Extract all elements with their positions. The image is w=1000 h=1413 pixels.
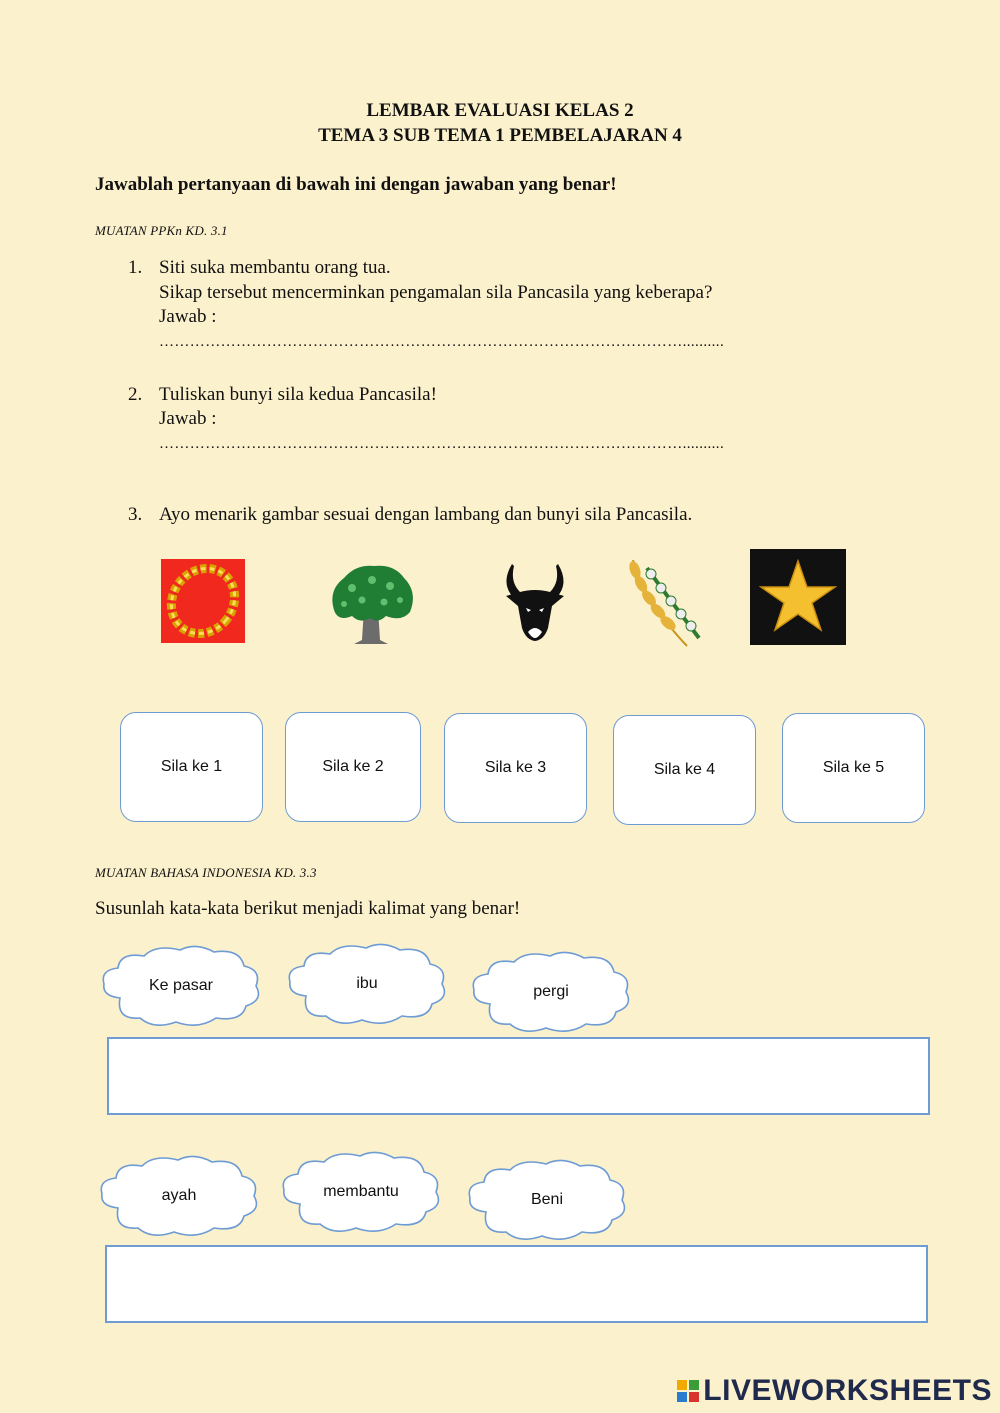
word-cloud-label: membantu — [323, 1183, 399, 1200]
question-1-number: 1. — [128, 257, 143, 278]
sila-box-1[interactable]: Sila ke 1 — [120, 712, 263, 822]
question-1-line-2: Sikap tersebut mencerminkan pengamalan sila Pancasila yang keberapa? — [159, 282, 713, 303]
main-instruction: Jawablah pertanyaan di bawah ini dengan jawaban yang benar! — [95, 174, 617, 195]
section-bahasa-label: MUATAN BAHASA INDONESIA KD. 3.3 — [95, 865, 317, 880]
liveworksheets-brand-text: LIVEWORKSHEETS — [703, 1374, 992, 1407]
sentence-answer-box-1[interactable] — [107, 1037, 930, 1115]
word-cloud-label: ayah — [161, 1187, 197, 1204]
liveworksheets-logo-icon — [677, 1380, 699, 1402]
sila-box-5[interactable]: Sila ke 5 — [782, 713, 925, 823]
sila-box-3[interactable]: Sila ke 3 — [444, 713, 587, 823]
chain-symbol-icon[interactable] — [160, 558, 246, 644]
sila-box-2[interactable]: Sila ke 2 — [285, 712, 421, 822]
rice-cotton-symbol-icon[interactable] — [625, 556, 705, 650]
word-cloud[interactable] — [96, 942, 266, 1030]
question-2-answer-label: Jawab : — [159, 408, 217, 429]
word-cloud[interactable] — [282, 940, 452, 1028]
bull-head-symbol-icon[interactable] — [498, 562, 572, 644]
question-3-number: 3. — [128, 504, 143, 525]
word-cloud-label: Ke pasar — [148, 977, 214, 994]
star-symbol-icon[interactable] — [750, 549, 846, 645]
word-cloud-label: pergi — [533, 983, 569, 1000]
word-cloud[interactable] — [276, 1148, 446, 1236]
word-cloud[interactable] — [462, 1156, 632, 1244]
section-ppkn-label: MUATAN PPKn KD. 3.1 — [95, 223, 228, 238]
section-bahasa-instruction: Susunlah kata-kata berikut menjadi kalimat yang benar! — [95, 898, 521, 919]
word-cloud-label: ibu — [356, 975, 378, 992]
question-1-answer-line[interactable]: ………………………………………………………………………………………….......... — [159, 334, 725, 350]
question-1-line-1: Siti suka membantu orang tua. — [159, 257, 391, 278]
banyan-tree-symbol-icon[interactable] — [326, 562, 416, 646]
liveworksheets-logo — [677, 1374, 992, 1408]
question-3-line-1: Ayo menarik gambar sesuai dengan lambang dan bunyi sila Pancasila. — [159, 504, 693, 525]
sentence-answer-box-2[interactable] — [105, 1245, 928, 1323]
word-cloud-label: Beni — [530, 1191, 564, 1208]
question-2-number: 2. — [128, 384, 143, 405]
word-cloud[interactable] — [466, 948, 636, 1036]
page-title-line-1: LEMBAR EVALUASI KELAS 2 — [366, 100, 634, 121]
sila-box-4[interactable]: Sila ke 4 — [613, 715, 756, 825]
question-2-line-1: Tuliskan bunyi sila kedua Pancasila! — [159, 384, 437, 405]
question-2-answer-line[interactable]: ………………………………………………………………………………………….......... — [159, 436, 725, 452]
question-1-answer-label: Jawab : — [159, 306, 217, 327]
word-cloud[interactable] — [94, 1152, 264, 1240]
page-title-line-2: TEMA 3 SUB TEMA 1 PEMBELAJARAN 4 — [318, 125, 682, 146]
